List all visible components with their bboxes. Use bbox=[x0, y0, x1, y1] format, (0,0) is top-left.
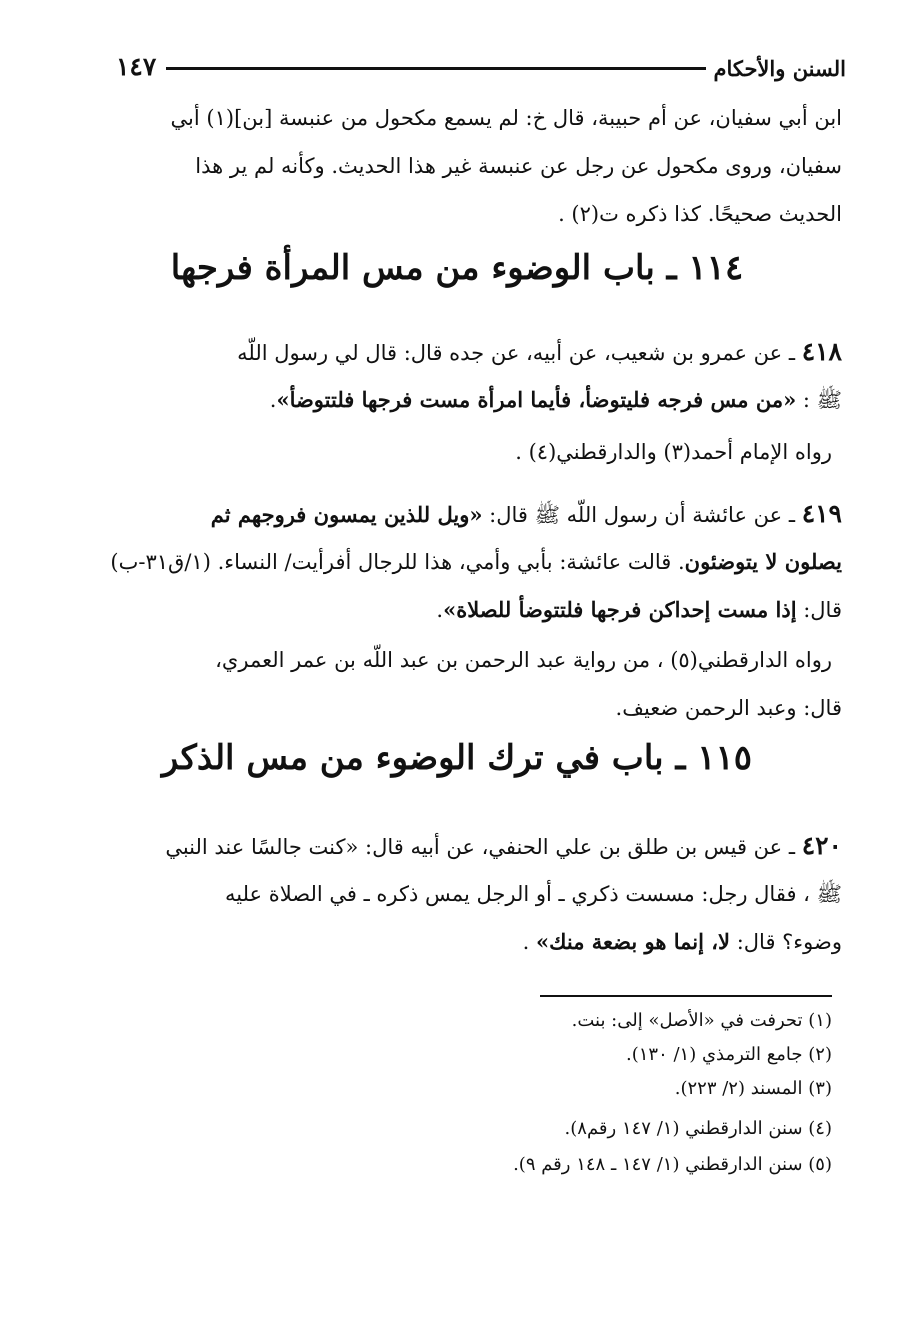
intro-line-3: الحديث صحيحًا. كذا ذكره ت(٢) . bbox=[558, 202, 842, 226]
hadith-419-note: قال: وعبد الرحمن ضعيف. bbox=[615, 696, 842, 720]
punctuation: . bbox=[522, 930, 537, 954]
hadith-419-source: رواه الدارقطني(٥) ، من رواية عبد الرحمن بن عبد اللّه بن عمر العمري، bbox=[215, 648, 832, 672]
chapter-114-heading: ١١٤ ـ باب الوضوء من مس المرأة فرجها bbox=[170, 248, 744, 288]
page-header bbox=[108, 50, 846, 90]
hadith-420-line-3 bbox=[523, 918, 842, 966]
hadith-420-line-2: ﷺ ، فقال رجل: مسست ذكري ـ أو الرجل يمس ذكره ـ في الصلاة عليه bbox=[224, 882, 842, 906]
hadith-text: وضوء؟ قال: bbox=[730, 930, 842, 954]
hadith-quote: لا، إنما هو بضعة منك» bbox=[536, 929, 731, 954]
hadith-quote: «من مس فرجه فليتوضأ، فأيما امرأة مست فرجها فلتتوضأ» bbox=[276, 387, 797, 412]
hadith-420-line-1 bbox=[165, 822, 842, 871]
hadith-text: ـ عن قيس بن طلق بن علي الحنفي، عن أبيه قال: «كنت جالسًا عند النبي bbox=[165, 835, 796, 859]
hadith-419-line-3 bbox=[436, 586, 842, 634]
hadith-419-line-2 bbox=[110, 538, 842, 586]
hadith-quote: يصلون لا يتوضئون bbox=[684, 549, 842, 574]
punctuation: . bbox=[269, 388, 277, 412]
hadith-text: ـ عن عائشة أن رسول اللّه ﷺ قال: bbox=[482, 503, 796, 527]
running-title: السنن والأحكام bbox=[713, 56, 846, 81]
punctuation: . bbox=[436, 598, 444, 622]
hadith-418-line-1 bbox=[237, 328, 842, 377]
hadith-418-line-2 bbox=[270, 376, 842, 424]
footnote-5: (٥) سنن الدارقطني (١/ ١٤٧ ـ ١٤٨ رقم ٩). bbox=[513, 1154, 832, 1175]
hadith-418-source: رواه الإمام أحمد(٣) والدارقطني(٤) . bbox=[515, 440, 832, 464]
footnote-2: (٢) جامع الترمذي (١/ ١٣٠). bbox=[625, 1044, 832, 1065]
footnote-divider bbox=[540, 995, 832, 997]
salutation: ﷺ : bbox=[796, 388, 842, 412]
hadith-number: ٤١٨ bbox=[801, 337, 842, 366]
page-number: ١٤٧ bbox=[116, 52, 157, 81]
footnote-3: (٣) المسند (٢/ ٢٢٣). bbox=[674, 1078, 832, 1099]
hadith-quote: «ويل للذين يمسون فروجهم ثم bbox=[210, 502, 483, 527]
hadith-quote: إذا مست إحداكن فرجها فلتتوضأ للصلاة» bbox=[443, 597, 797, 622]
hadith-419-line-1 bbox=[211, 490, 842, 539]
intro-line-2: سفيان، وروى مكحول عن رجل عن عنبسة غير هذا الحديث. وكأنه لم ير هذا bbox=[195, 154, 842, 178]
intro-line-1: ابن أبي سفيان، عن أم حبيبة، قال خ: لم يسمع مكحول من عنبسة [بن](١) أبي bbox=[170, 106, 842, 130]
footnote-1: (١) تحرفت في «الأصل» إلى: بنت. bbox=[571, 1010, 832, 1031]
footnote-4: (٤) سنن الدارقطني (١/ ١٤٧ رقم٨). bbox=[564, 1118, 832, 1139]
hadith-text: ـ عن عمرو بن شعيب، عن أبيه، عن جده قال: قال لي رسول اللّه bbox=[237, 341, 796, 365]
hadith-number: ٤١٩ bbox=[801, 499, 842, 528]
hadith-text: . قالت عائشة: بأبي وأمي، هذا للرجال أفرأيت/ النساء. (١/ق٣١-ب) bbox=[110, 550, 685, 574]
hadith-text: قال: bbox=[796, 598, 842, 622]
chapter-115-heading: ١١٥ ـ باب في ترك الوضوء من مس الذكر bbox=[161, 738, 753, 778]
header-rule bbox=[166, 67, 706, 70]
hadith-number: ٤٢٠ bbox=[801, 831, 842, 860]
